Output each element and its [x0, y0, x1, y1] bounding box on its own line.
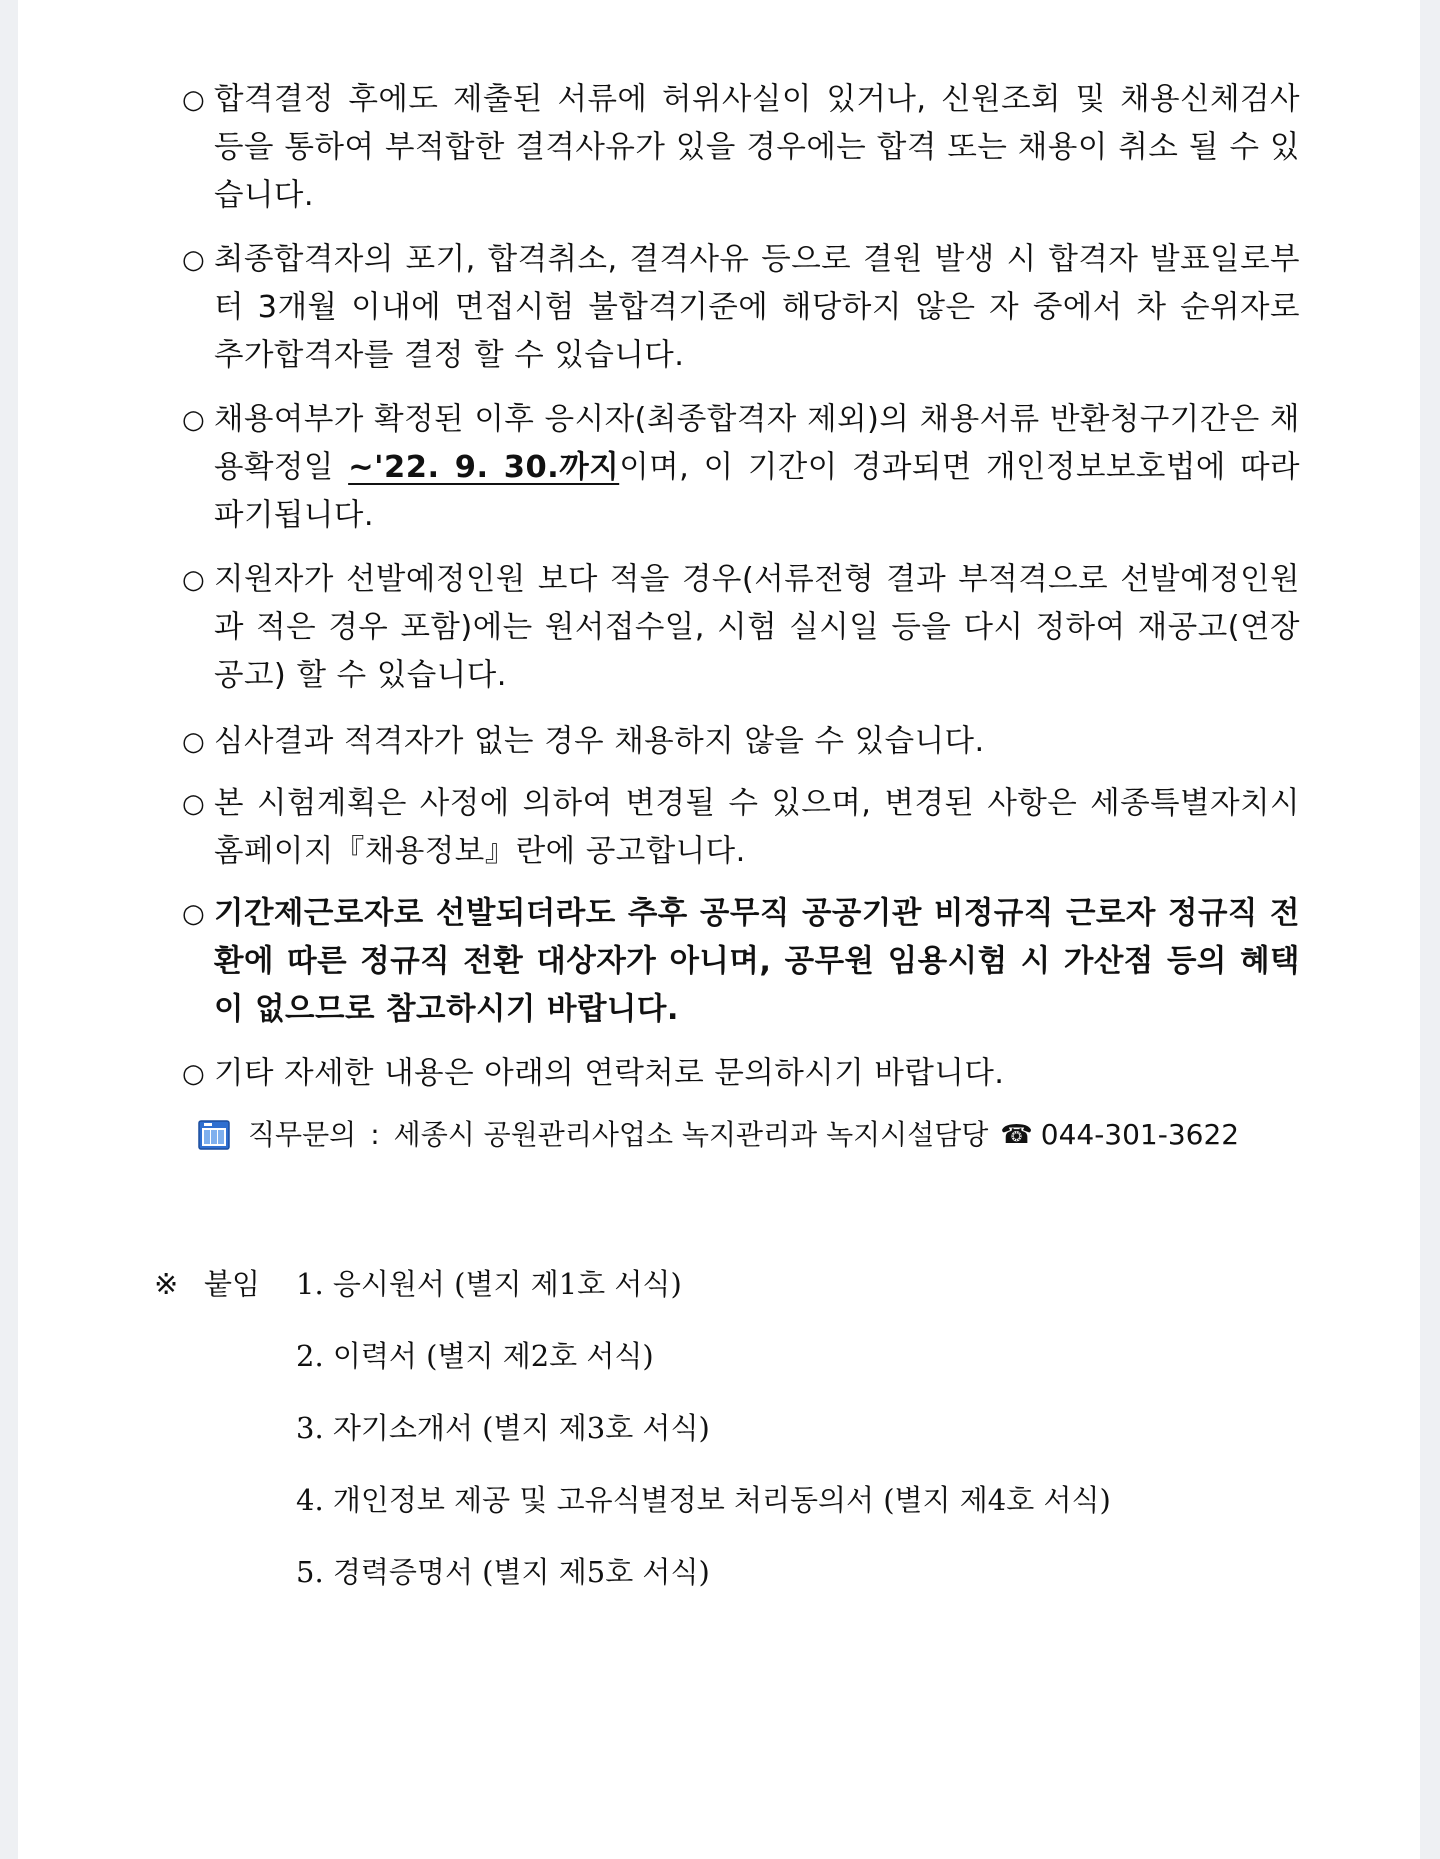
- attachment-item: 2. 이력서 (별지 제2호 서식): [296, 1339, 654, 1373]
- reference-mark-icon: ※: [154, 1267, 179, 1301]
- calendar-icon: [198, 1120, 230, 1150]
- notice-text-after: 이며, 이 기간이 경과되면 개인정보보호법에 따라 파기됩니다.: [214, 450, 1300, 533]
- bullet-circle-icon: ○: [182, 1059, 206, 1089]
- bullet-circle-icon: ○: [182, 899, 206, 929]
- attachment-row: [296, 1404, 710, 1452]
- notice-text: 합격결정 후에도 제출된 서류에 허위사실이 있거나, 신원조회 및 채용신체검사 등을 통하여 부적합한 결격사유가 있을 경우에는 합격 또는 채용이 취소 될 수 있습니다.: [214, 82, 1300, 213]
- notice-item: [168, 556, 1318, 700]
- attachment-item: 5. 경력증명서 (별지 제5호 서식): [296, 1555, 710, 1589]
- bullet-circle-icon: ○: [182, 405, 206, 435]
- contact-phone: 044-301-3622: [1040, 1118, 1240, 1151]
- attachment-row: [296, 1548, 710, 1596]
- contact-line: [198, 1110, 1239, 1160]
- deadline-underlined: ~'22. 9. 30.까지: [348, 450, 620, 485]
- bullet-circle-icon: ○: [182, 245, 206, 275]
- bullet-circle-icon: ○: [182, 85, 206, 115]
- notice-item: [168, 236, 1318, 380]
- attachment-row: [296, 1332, 654, 1380]
- document-page: [18, 0, 1420, 1859]
- notice-text: 본 시험계획은 사정에 의하여 변경될 수 있으며, 변경된 사항은 세종특별자치시 홈페이지『채용정보』란에 공고합니다.: [214, 786, 1300, 869]
- bullet-circle-icon: ○: [182, 789, 206, 819]
- attachment-item: 3. 자기소개서 (별지 제3호 서식): [296, 1411, 710, 1445]
- attachment-item: 4. 개인정보 제공 및 고유식별정보 처리동의서 (별지 제4호 서식): [296, 1483, 1111, 1517]
- phone-icon: ☎: [1000, 1120, 1033, 1150]
- notice-text: 최종합격자의 포기, 합격취소, 결격사유 등으로 결원 발생 시 합격자 발표일로부터 3개월 이내에 면접시험 불합격기준에 해당하지 않은 자 중에서 차 순위자로 추가합격자를 결정 할 수 있습니다.: [214, 242, 1300, 373]
- notice-item: [168, 396, 1318, 540]
- bullet-circle-icon: ○: [182, 727, 206, 757]
- notice-text: 심사결과 적격자가 없는 경우 채용하지 않을 수 있습니다.: [214, 724, 985, 759]
- notice-item-important: [168, 890, 1318, 1034]
- contact-separator: :: [370, 1118, 380, 1151]
- attachment-label: 붙임: [204, 1267, 261, 1301]
- bullet-circle-icon: ○: [182, 565, 206, 595]
- notice-item: [168, 718, 1318, 766]
- notice-text: 기간제근로자로 선발되더라도 추후 공무직 공공기관 비정규직 근로자 정규직 전환에 따른 정규직 전환 대상자가 아니며, 공무원 임용시험 시 가산점 등의 혜택이 없으므로 참고하시기 바랍니다.: [214, 896, 1300, 1027]
- notice-text: [214, 396, 1300, 540]
- attachment-item: 1. 응시원서 (별지 제1호 서식): [296, 1267, 682, 1301]
- contact-label: 직무문의: [248, 1118, 357, 1151]
- notice-text: 기타 자세한 내용은 아래의 연락처로 문의하시기 바랍니다.: [214, 1056, 1005, 1091]
- contact-department: 세종시 공원관리사업소 녹지관리과 녹지시설담당: [393, 1118, 989, 1151]
- attachment-row: [296, 1476, 1111, 1524]
- notice-item: [168, 780, 1318, 876]
- notice-item: [168, 76, 1318, 220]
- notice-text: 지원자가 선발예정인원 보다 적을 경우(서류전형 결과 부적격으로 선발예정인원과 적은 경우 포함)에는 원서접수일, 시험 실시일 등을 다시 정하여 재공고(연장공고) 할 수 있습니다.: [214, 562, 1300, 693]
- attachment-row: [154, 1260, 682, 1308]
- notice-item: [168, 1050, 1318, 1098]
- notice-text-before: 채용여부가 확정된 이후 응시자(최종합격자 제외)의 채용서류 반환청구기간은 채용확정일: [214, 402, 1300, 485]
